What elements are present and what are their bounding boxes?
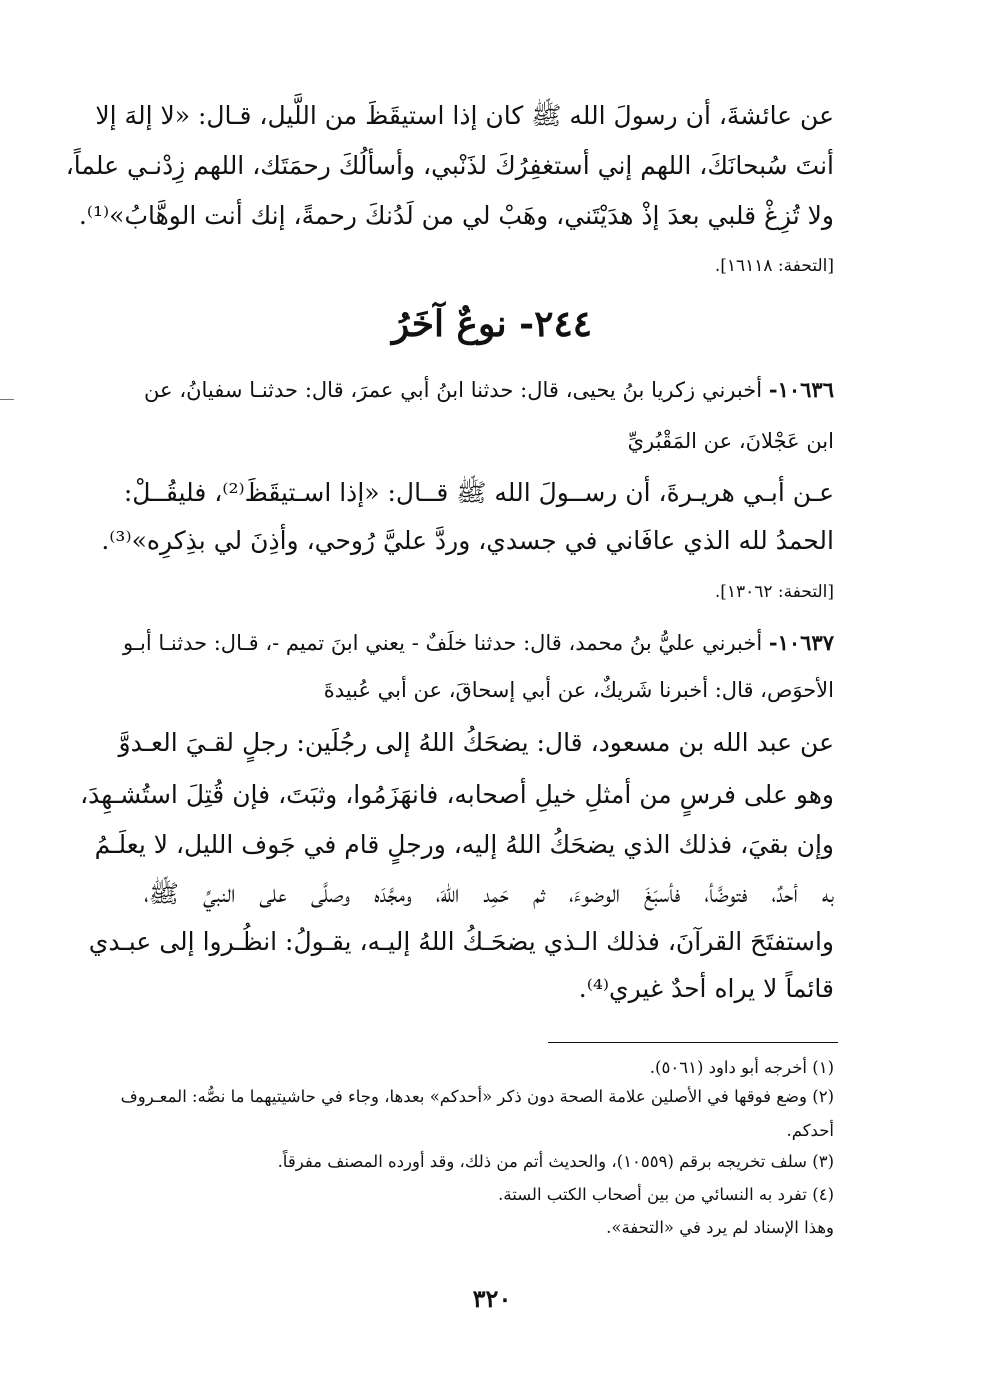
- matn-line: وهو على فرسٍ من أمثلِ خيلِ أصحابه، فانهَزَمُوا، وثبَتَ، فإن قُتِلَ استُشـهِدَ،: [80, 780, 834, 809]
- footnote: (٢) وضع فوقها في الأصلين علامة الصحة دون ذكر «أحدكم» بعدها، وجاء في حاشيتيهما ما نصُّه: المعـروف: [120, 1087, 834, 1106]
- hadith-number: ١٠٦٣٦-: [768, 377, 834, 402]
- matn-line: الحمدُ لله الذي عافَاني في جسدي، وردَّ عليَّ رُوحي، وأذِنَ لي بذِكرِه»⁽³⁾.: [101, 526, 834, 555]
- matn-line: عن عبد الله بن مسعود، قال: يضحَكُ اللهُ إلى رجُلَين: رجلٍ لقـيَ العـدوَّ: [118, 728, 834, 757]
- isnad-line: الأحوَص، قال: أخبرنا شَريكٌ، عن أبي إسحاقَ، عن أبي عُبيدةَ: [323, 678, 834, 702]
- text-line: عن عائشةَ، أن رسولَ الله ﷺ كان إذا استيقَظَ من اللَّيل، قـال: «لا إلهَ إلا: [95, 101, 834, 130]
- footnote: (٤) تفرد به النسائي من بين أصحاب الكتب الستة.: [498, 1185, 834, 1204]
- isnad-line: ابن عَجْلانَ، عن المَقْبُريِّ: [627, 429, 834, 453]
- matn-line: واستفتَحَ القرآنَ، فذلك الـذي يضحَـكُ اللهُ إليـه، يقـولُ: انظُـروا إلى عبـدي: [88, 927, 834, 956]
- chapter-heading: ٢٤٤- نوعٌ آخَرُ: [391, 303, 593, 345]
- text-line: أنتَ سُبحانَكَ، اللهم إني أستغفِرُكَ لذَنْبي، وأسألُكَ رحمَتَك، اللهم زِدْنـي علماً،: [65, 151, 834, 180]
- footnote-separator: [548, 1042, 838, 1043]
- footnote: أحدكم.: [786, 1121, 834, 1140]
- matn-line: وإن بقيَ، فذلك الذي يضحَكُ اللهُ إليه، ورجلٍ قام في جَوف الليل، لا يعلَـمُ: [94, 830, 834, 859]
- isnad-text: أخبرني عليُّ بنُ محمد، قال: حدثنا خلَفٌ - يعني ابنَ تميم -، قـال: حدثنـا أبـو: [122, 631, 763, 655]
- page-number: ٣٢٠: [472, 1284, 512, 1313]
- margin-mark: [0, 399, 14, 400]
- text-line: ولا تُزِغْ قلبي بعدَ إذْ هدَيْتَني، وهَبْ لي من لَدُنكَ رحمةً، إنك أنت الوهَّابُ»⁽¹⁾.: [78, 201, 834, 230]
- tuhfa-reference: [التحفة: ١٦١١٨].: [714, 256, 834, 276]
- isnad-text: أخبرني زكريا بنُ يحيى، قال: حدثنا ابنُ أبي عمرَ، قال: حدثنـا سفيانُ، عن: [144, 378, 763, 402]
- tuhfa-reference: [التحفة: ١٣٠٦٢].: [714, 582, 834, 602]
- matn-line: به أحدٌ، فتوضَّأ، فأسبَغَ الوضوءَ، ثم حَمِد اللهَ، ومجَّدَه وصلَّى على النبيِّ ﷺ،: [144, 879, 834, 908]
- matn-line: عـن أبـي هريـرةَ، أن رســولَ الله ﷺ قــال: «إذا اسـتيقَظَ⁽²⁾، فليقُــلْ:: [123, 478, 834, 507]
- hadith-number: ١٠٦٣٧-: [768, 630, 834, 655]
- footnote: وهذا الإسناد لم يرد في «التحفة».: [606, 1218, 834, 1237]
- isnad-line: [122, 627, 834, 659]
- isnad-line: [144, 374, 834, 406]
- matn-line: قائماً لا يراه أحدٌ غيري⁽⁴⁾.: [578, 974, 834, 1003]
- footnote: (١) أخرجه أبو داود (٥٠٦١).: [649, 1058, 834, 1077]
- footnote: (٣) سلف تخريجه برقم (١٠٥٥٩)، والحديث أتم من ذلك، وقد أورده المصنف مفرقاً.: [277, 1152, 834, 1171]
